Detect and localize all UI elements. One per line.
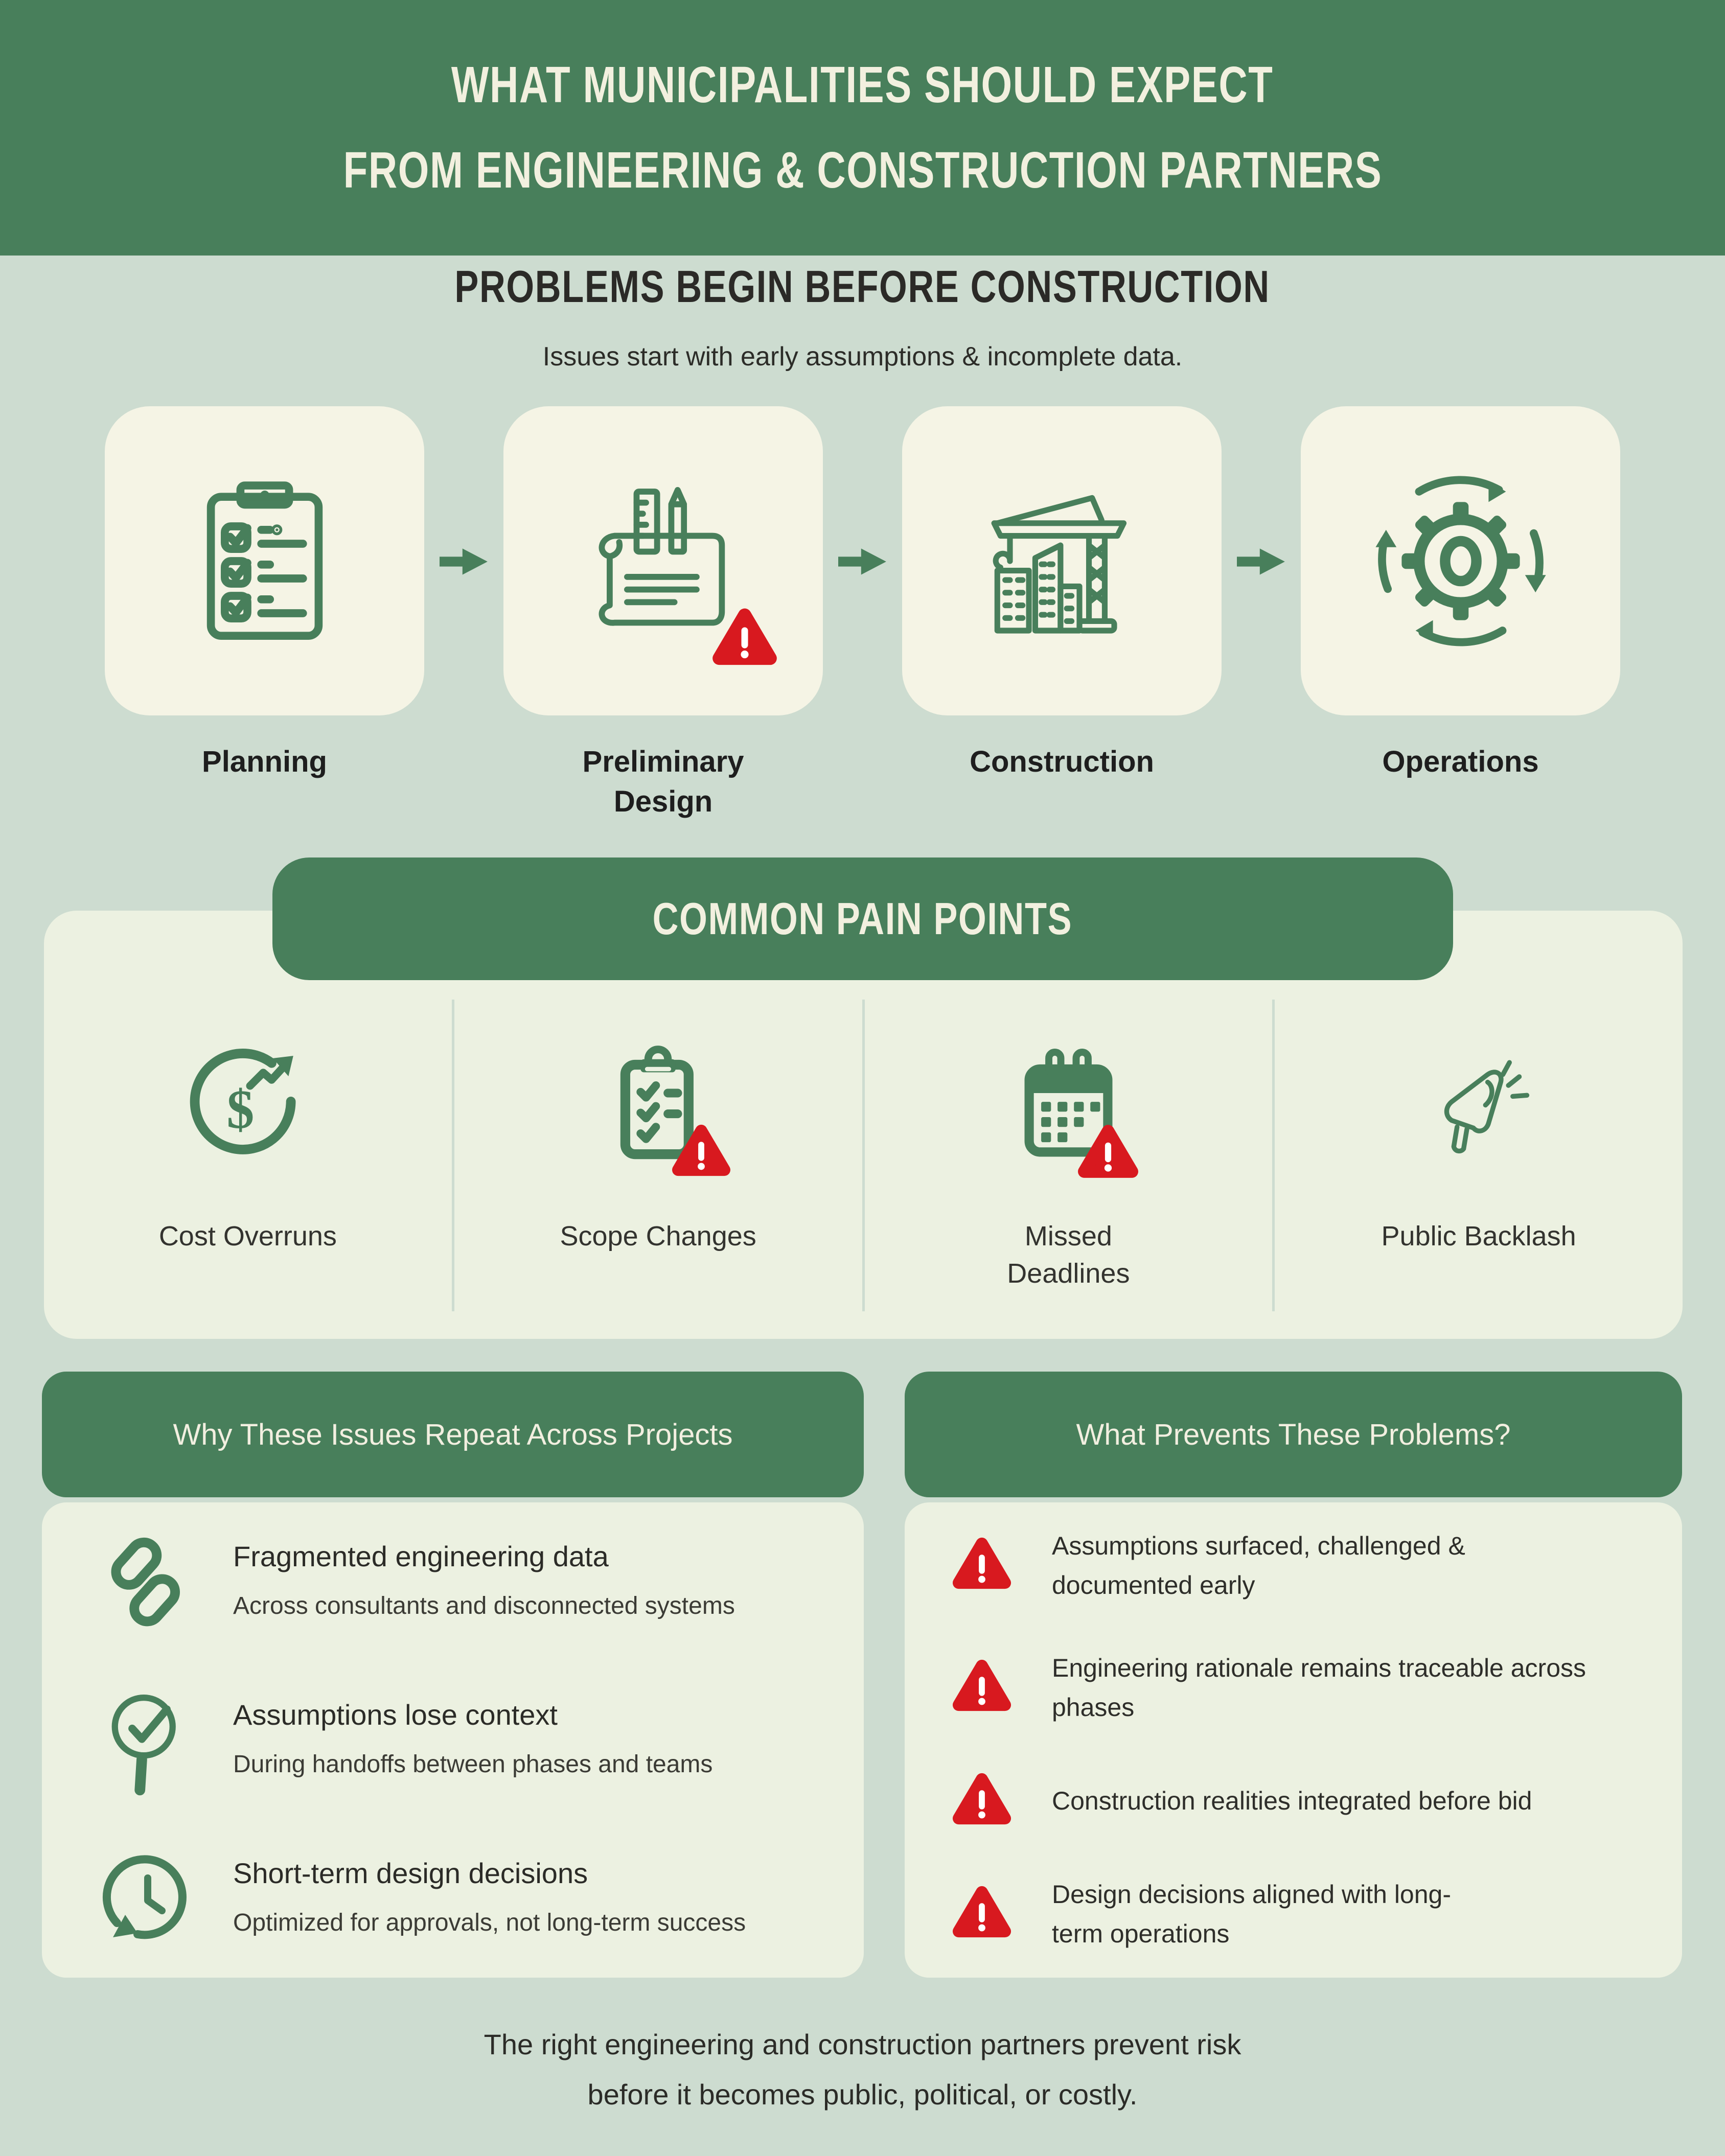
why-item-title: Fragmented engineering data bbox=[233, 1540, 609, 1572]
warning-triangle-icon bbox=[711, 606, 778, 668]
stage-label-operations: Operations bbox=[1382, 745, 1539, 778]
warning-triangle-icon bbox=[952, 1771, 1012, 1828]
why-item-subtitle: During handoffs between phases and teams bbox=[233, 1750, 713, 1778]
warning-triangle-icon bbox=[1077, 1123, 1139, 1181]
prevent-item-rationale bbox=[905, 1627, 1682, 1749]
stage-card-planning bbox=[105, 406, 424, 715]
warning-triangle-icon bbox=[952, 1657, 1012, 1714]
magnifier-check-icon bbox=[95, 1682, 197, 1798]
problems-section-subheading: Issues start with early assumptions & incomplete data. bbox=[542, 342, 1183, 372]
pain-points-heading: COMMON PAIN POINTS bbox=[272, 857, 1453, 980]
why-item-subtitle: Optimized for approvals, not long-term success bbox=[233, 1909, 746, 1936]
stage-planning bbox=[105, 406, 424, 782]
flow-arrow-icon bbox=[424, 545, 503, 578]
stage-card-operations bbox=[1301, 406, 1620, 715]
stage-label-planning: Planning bbox=[202, 745, 327, 778]
prevent-item-text: Assumptions surfaced, challenged & documented early bbox=[1052, 1531, 1465, 1599]
why-item-title: Assumptions lose context bbox=[233, 1698, 558, 1731]
why-item-assumptions-context bbox=[42, 1661, 864, 1819]
arrow-right-icon bbox=[1237, 545, 1286, 578]
gear-sync-icon bbox=[1374, 474, 1548, 648]
why-item-title: Short-term design decisions bbox=[233, 1857, 588, 1889]
why-item-short-term-decisions bbox=[42, 1819, 864, 1978]
page-title-line-2: FROM ENGINEERING & CONSTRUCTION PARTNERS bbox=[343, 142, 1382, 199]
warning-triangle-icon bbox=[952, 1884, 1012, 1941]
history-clock-icon bbox=[95, 1841, 197, 1956]
footer-note bbox=[0, 2020, 1725, 2120]
prevent-panel bbox=[905, 1372, 1682, 1978]
prevent-item-text: Design decisions aligned with long-term operations bbox=[1052, 1880, 1452, 1948]
flow-arrow-icon bbox=[823, 545, 902, 578]
problems-section-heading: PROBLEMS BEGIN BEFORE CONSTRUCTION bbox=[454, 261, 1271, 312]
chain-link-icon bbox=[95, 1524, 197, 1639]
dollar-increase-icon bbox=[188, 1045, 308, 1165]
pain-label: Cost Overruns bbox=[158, 1221, 337, 1251]
stage-label-construction: Construction bbox=[970, 745, 1154, 778]
pain-label: Public Backlash bbox=[1381, 1221, 1576, 1251]
arrow-right-icon bbox=[440, 545, 489, 578]
prevent-item-text: Engineering rationale remains traceable across phases bbox=[1052, 1653, 1586, 1722]
header-banner bbox=[0, 0, 1725, 256]
pain-label: Scope Changes bbox=[560, 1221, 756, 1251]
stage-card-preliminary-design bbox=[503, 406, 823, 715]
prevent-item-assumptions bbox=[905, 1505, 1682, 1627]
page-title-line-1: WHAT MUNICIPALITIES SHOULD EXPECT bbox=[451, 56, 1274, 113]
why-item-subtitle: Across consultants and disconnected systems bbox=[233, 1592, 735, 1619]
prevent-item-text: Construction realities integrated before bid bbox=[1052, 1786, 1532, 1815]
stage-preliminary-design bbox=[503, 406, 823, 822]
crane-buildings-icon bbox=[975, 474, 1149, 648]
prevent-panel-body bbox=[905, 1502, 1682, 1978]
svg-text:$: $ bbox=[226, 1079, 255, 1141]
stage-label-preliminary-design: Preliminary Design bbox=[582, 745, 744, 819]
warning-triangle-icon bbox=[952, 1535, 1012, 1592]
why-panel-body bbox=[42, 1502, 864, 1978]
prevent-panel-heading: What Prevents These Problems? bbox=[905, 1372, 1682, 1497]
footer-line-1: The right engineering and construction partners prevent risk bbox=[484, 2028, 1241, 2060]
stage-construction bbox=[902, 406, 1222, 782]
pain-label: Missed Deadlines bbox=[1007, 1221, 1130, 1289]
stage-operations bbox=[1301, 406, 1620, 782]
prevent-item-construction-realities bbox=[905, 1749, 1682, 1853]
megaphone-icon bbox=[1419, 1045, 1539, 1165]
flow-arrow-icon bbox=[1222, 545, 1301, 578]
why-panel bbox=[42, 1372, 864, 1978]
stage-card-construction bbox=[902, 406, 1222, 715]
prevent-item-design-alignment bbox=[905, 1853, 1682, 1976]
footer-line-2: before it becomes public, political, or costly. bbox=[587, 2078, 1138, 2111]
project-stages-flow bbox=[0, 406, 1725, 822]
why-item-fragmented-data bbox=[42, 1502, 864, 1661]
clipboard-checklist-icon bbox=[178, 474, 352, 648]
arrow-right-icon bbox=[838, 545, 887, 578]
why-panel-heading: Why These Issues Repeat Across Projects bbox=[42, 1372, 864, 1497]
warning-triangle-icon bbox=[671, 1123, 731, 1179]
